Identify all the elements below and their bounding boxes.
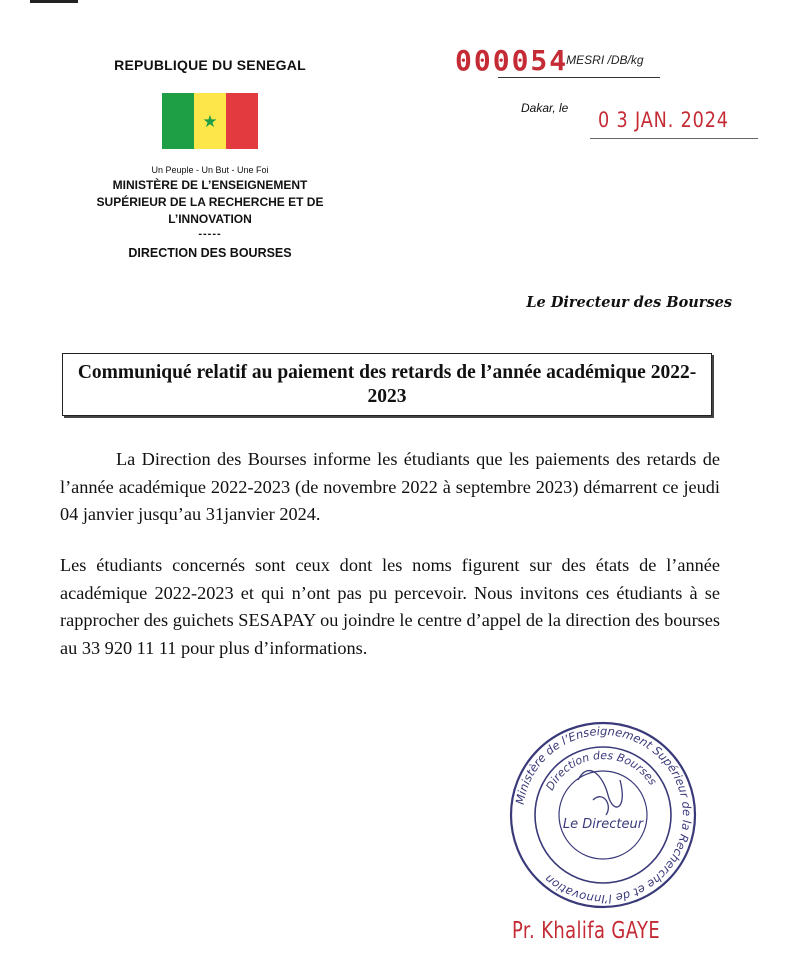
seal-middle-ring [535, 747, 671, 883]
republic-title: REPUBLIQUE DU SENEGAL [114, 57, 306, 73]
signatory-name: Pr. Khalifa GAYE [512, 918, 661, 944]
seal-signature-scribble [578, 771, 622, 815]
ministry-name [90, 177, 330, 228]
communique-title: Communiqué relatif au paiement des retards de l’année académique 2022-2023 [77, 361, 697, 407]
date-stamp: 0 3 JAN. 2024 [598, 108, 729, 132]
date-label: Dakar, le [521, 101, 569, 115]
ministry-line: L’INNOVATION [168, 212, 252, 226]
flag-band-yellow [194, 93, 226, 149]
header-separator: ----- [198, 228, 222, 240]
date-underline [590, 138, 758, 139]
national-motto: Un Peuple - Un But - Une Foi [151, 165, 269, 175]
signatory-title: Le Directeur des Bourses [526, 294, 732, 311]
top-edge-mark [30, 0, 78, 3]
reference-underline [498, 77, 660, 78]
communique-title-box [62, 353, 712, 416]
reference-suffix: MESRI /DB/kg [566, 53, 644, 67]
seal-outer-text: Ministère de l’Enseignement Supérieur de la Recherche et de l’Innovation [512, 723, 695, 907]
letterhead [90, 57, 330, 260]
reference-number [455, 44, 644, 77]
ministry-line: SUPÉRIEUR DE LA RECHERCHE ET DE [96, 195, 324, 209]
body-paragraph: Les étudiants concernés sont ceux dont les noms figurent sur des états de l’année académique 2022-2023 et qui n’ont pas pu percevoir. Nous invitons ces étudiants à se rapprocher des guichets SESAPAY ou joindre le centre d’appel de la direction des bourses au 33 920 11 11 pour plus d’informations. [60, 555, 720, 658]
official-seal [508, 720, 698, 910]
senegal-flag [162, 93, 258, 149]
ministry-line: MINISTÈRE DE L’ENSEIGNEMENT [112, 178, 308, 192]
seal-center-text: Le Directeur [562, 817, 644, 832]
body-paragraph: La Direction des Bourses informe les étudiants que les paiements des retards de l’année académique 2022-2023 (de novembre 2022 à septembre 2023) démarrent ce jeudi 04 janvier jusqu’au 31janvier 2024. [60, 449, 720, 524]
flag-band-green [162, 93, 194, 149]
star-icon: ★ [202, 111, 218, 131]
flag-band-red [226, 93, 258, 149]
seal-inner-ring [559, 771, 647, 859]
seal-inner-text: Direction des Bourses [543, 748, 660, 793]
direction-name: DIRECTION DES BOURSES [128, 246, 292, 260]
reference-stamp-number: 000054 [455, 44, 569, 77]
